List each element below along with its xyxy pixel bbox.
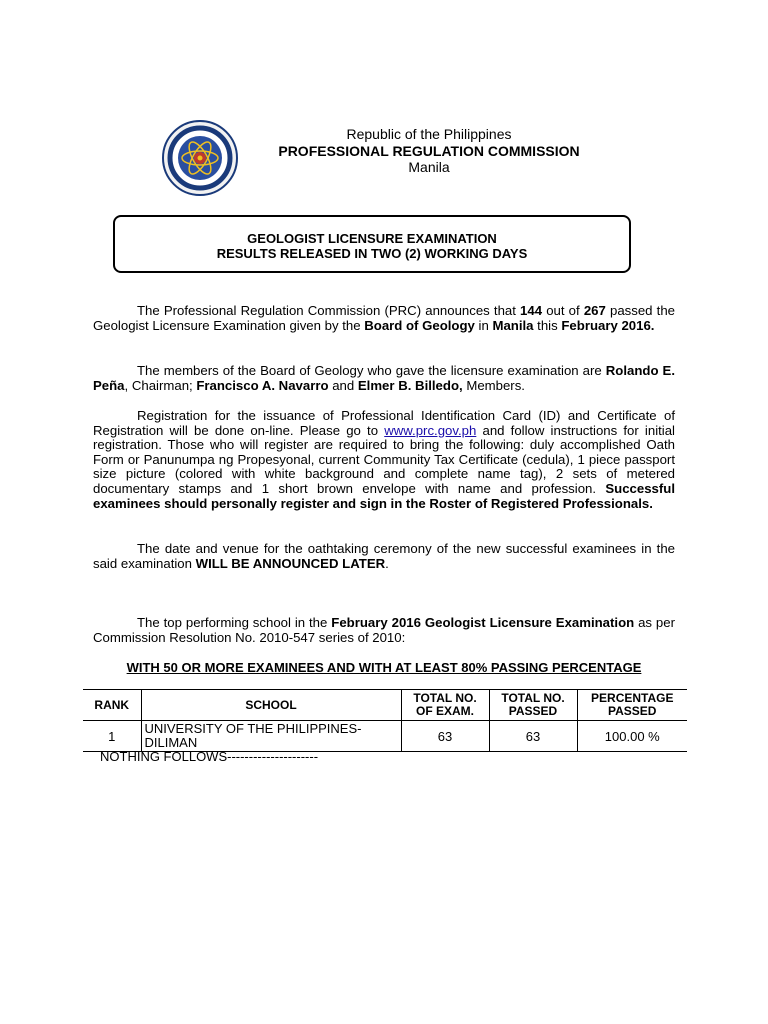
table-row xyxy=(83,721,687,752)
header-city: Manila xyxy=(408,159,450,175)
table-header-row xyxy=(83,690,687,721)
prc-website-link[interactable]: www.prc.gov.ph xyxy=(384,422,477,438)
paragraph-top-school: The top performing school in the February 2016 Geologist Licensure Examination as per Commission Resolution No. 2010-547 series of 2010: xyxy=(93,615,675,645)
header-total-passed: TOTAL NO. PASSED xyxy=(489,690,577,721)
header-commission: PROFESSIONAL REGULATION COMMISSION xyxy=(278,143,580,159)
header-total-exam: TOTAL NO. OF EXAM. xyxy=(401,690,489,721)
cell-total-exam: 63 xyxy=(401,721,489,752)
title-box xyxy=(113,215,631,273)
cell-percentage: 100.00 % xyxy=(577,721,687,752)
title-line-1: GEOLOGIST LICENSURE EXAMINATION xyxy=(247,231,497,246)
header-percentage: PERCENTAGE PASSED xyxy=(577,690,687,721)
cell-total-passed: 63 xyxy=(489,721,577,752)
header-school: SCHOOL xyxy=(141,690,401,721)
cell-rank: 1 xyxy=(83,721,141,752)
top-school-table xyxy=(83,689,687,752)
paragraph-registration: Registration for the issuance of Professional Identification Card (ID) and Certificate of Registration will be done on-line. Please go to www.prc.gov.ph and follow instructions for initial registration. Those who will register are required to bring the following: duly accomplished Oath Form or Panunumpa ng Propesyonal, current Community Tax Certificate (cedula), 1 piece passport size picture (colored with white background and complete name tag), 2 sets of metered documentary stamps and 1 short brown envelope with name and profession. Successful examinees should personally register and sign in the Roster of Registered Professionals. xyxy=(93,408,675,511)
paragraph-oathtaking: The date and venue for the oathtaking ceremony of the new successful examinees in the said examination WILL BE ANNOUNCED LATER. xyxy=(93,541,675,571)
paragraph-board-members: The members of the Board of Geology who gave the licensure examination are Rolando E. Peña, Chairman; Francisco A. Navarro and Elmer B. Billedo, Members. xyxy=(93,363,675,393)
header-republic: Republic of the Philippines xyxy=(346,126,512,142)
paragraph-announcement: The Professional Regulation Commission (PRC) announces that 144 out of 267 passed the Geologist Licensure Examination given by the Board of Geology in Manila this February 2016. xyxy=(93,303,675,333)
title-line-2: RESULTS RELEASED IN TWO (2) WORKING DAYS xyxy=(216,246,528,261)
criteria-heading: WITH 50 OR MORE EXAMINEES AND WITH AT LEAST 80% PASSING PERCENTAGE xyxy=(126,660,642,675)
nothing-follows-note: NOTHING FOLLOWS--------------------- xyxy=(100,749,319,764)
cell-school: UNIVERSITY OF THE PHILIPPINES-DILIMAN xyxy=(141,721,401,752)
header-rank: RANK xyxy=(83,690,141,721)
prc-seal-icon xyxy=(160,119,240,197)
